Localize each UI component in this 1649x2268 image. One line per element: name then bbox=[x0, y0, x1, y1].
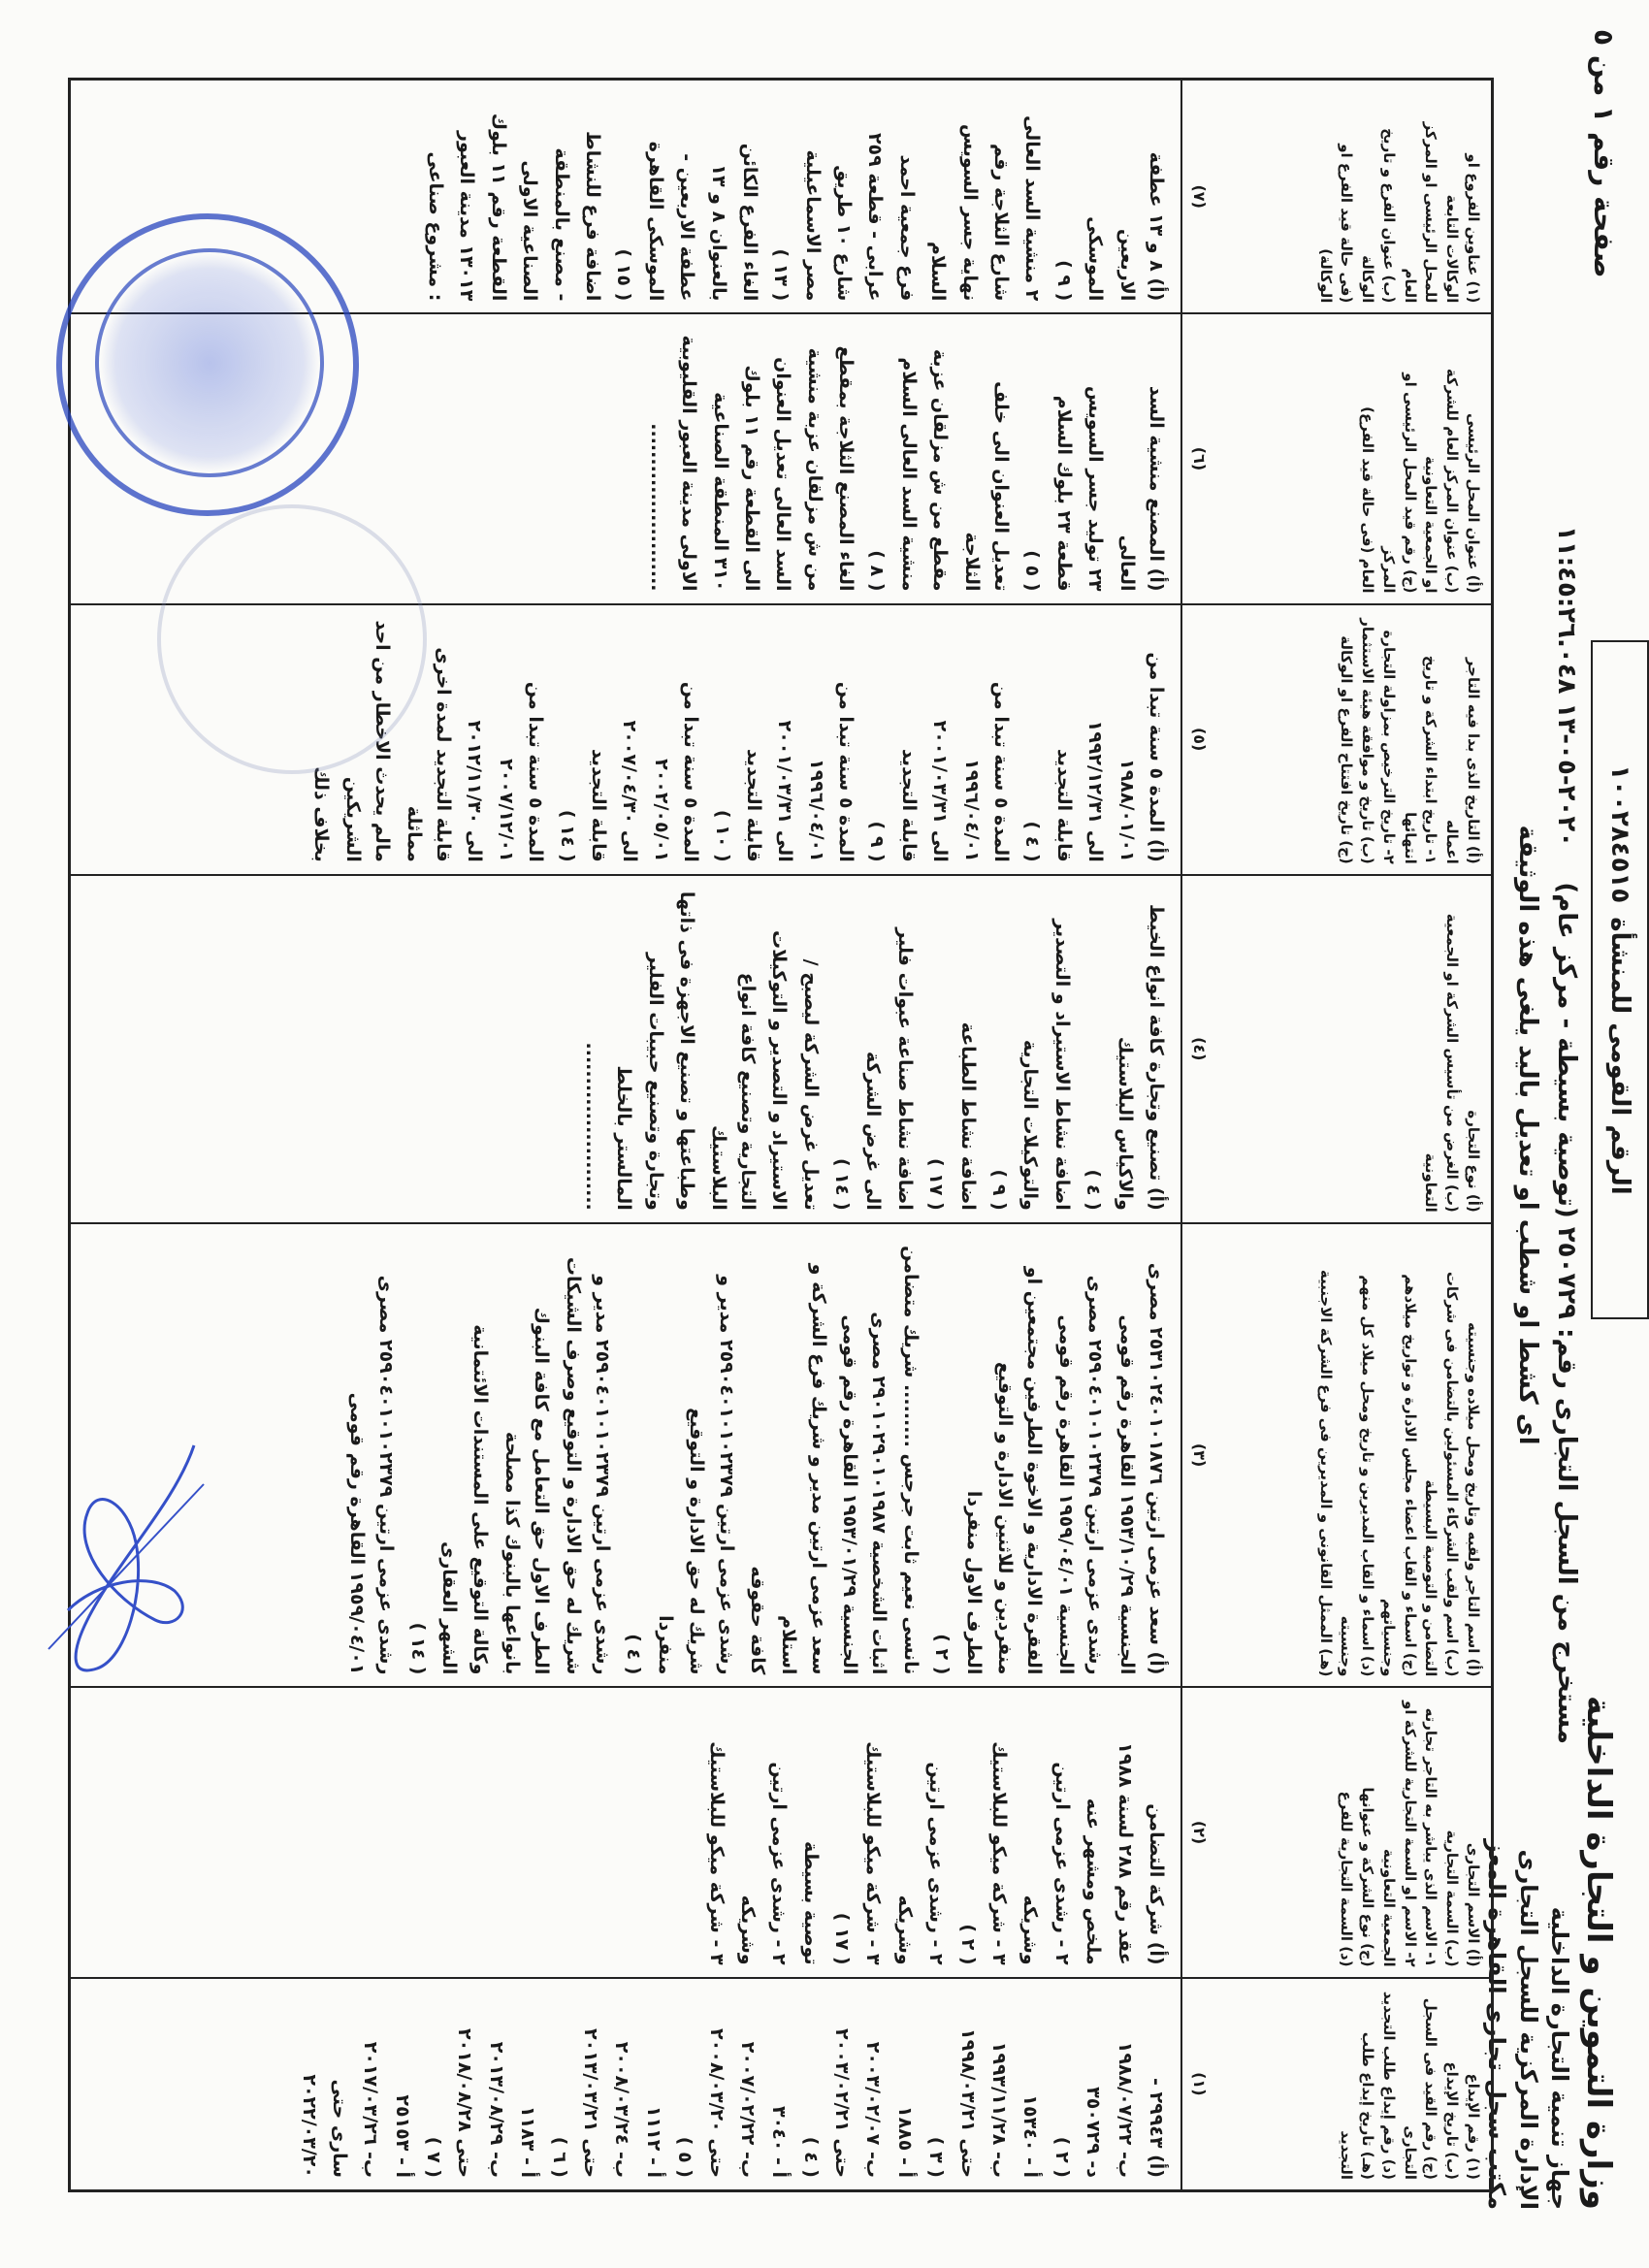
entry-line: ب- ٢٠١٧/٠٣/٢٦ bbox=[360, 2041, 382, 2178]
entry-line: مالم يحدث الاخطار من احد الشريكين bbox=[341, 620, 394, 862]
entry-line: ........................ bbox=[581, 1042, 603, 1211]
entry-line: ( ١٥ ) bbox=[613, 248, 635, 302]
column-header-line: ١- تاريخ ابتداء الشركة و تاريخ انتهائها bbox=[1401, 655, 1440, 864]
entry-line: ب- ٢٠٠٣/٠٢/٠٧ bbox=[862, 2041, 885, 2178]
entry-line: المالستر بالخلط bbox=[613, 1065, 635, 1211]
national-number: ١٠٠٢٨٤٥١٥ bbox=[1605, 764, 1634, 904]
column-header-line: ١- الاسم الذى يباشر به التاجر تجارته bbox=[1422, 1707, 1440, 1967]
entry-line: ب- ٢٠١٣/٠٨/٢٩ bbox=[485, 2041, 507, 2178]
entry-line: ٣١٠ المنطقة الصناعية bbox=[709, 392, 731, 592]
entry-line: أ - ٣٠٤٠ bbox=[768, 2105, 791, 2178]
column-header bbox=[1180, 876, 1491, 1222]
authority-name: جهاز تنمية التجارة الداخلية bbox=[1546, 1906, 1574, 2210]
entry-line: حتى ٢٠٠٣/٠٢/٢١ bbox=[831, 2028, 854, 2178]
entry-line: حتى ٢٠١٣/٠٣/٢١ bbox=[579, 2028, 601, 2178]
entry-line: الشهر العقارى bbox=[438, 1540, 461, 1675]
entry-line: ٢ منشية السد العالى bbox=[1021, 114, 1044, 302]
entry-line: أ - ١٨٨٥ bbox=[893, 2105, 916, 2178]
entry-line: قابلة التجديد bbox=[742, 748, 764, 862]
entry-line: المدة ٥ سنة تبدا من ٢٠٠٢/٠٥/٠١ bbox=[650, 681, 702, 862]
column-body bbox=[71, 605, 1180, 874]
entry-line: ( ٣ ) bbox=[925, 2136, 948, 2178]
entry-line: وشريكه bbox=[1019, 1895, 1042, 1965]
entry-line: ( ١٤ ) bbox=[831, 1157, 854, 1211]
entry-line: اثبات الشخصية ٢٩٠١٠٢٩٠١٠١٩٨٧ مصرى الجنسية ١٩٥٣/٠١/٢٩ القاهرة رقم قومى bbox=[839, 1312, 890, 1675]
title-datetime: ٢٠٢٠-٠٥-١٣ ١١:٤٥:٢٦.٠٤٨ bbox=[1552, 525, 1581, 848]
entry-line: والتوكيلات التجارية bbox=[1019, 1039, 1042, 1211]
entry-line: فرع جمعية احمد bbox=[895, 154, 918, 302]
column-number: (٢) bbox=[1190, 1820, 1210, 1845]
entry-line: نهاية جسر السويس bbox=[958, 123, 981, 302]
column-body bbox=[71, 1979, 1180, 2189]
column-header bbox=[1180, 1979, 1491, 2189]
entry-line: المدة ٥ سنة تبدا من ١٩٩٦/٠٤/٠١ bbox=[805, 681, 857, 862]
table-column bbox=[71, 1977, 1491, 2189]
column-header-line: (د) رقم إيداع طلب التجديد bbox=[1380, 1991, 1398, 2180]
column-number: (٣) bbox=[1190, 1442, 1210, 1468]
entry-line: ( ٤ ) bbox=[623, 1634, 645, 1675]
entry-line: الفقرة الادارية و الاخوة الطرفين مجتمعين او منفردين و للاثنين الادارة و التوقيع bbox=[994, 1266, 1046, 1675]
office-name: مكتب سجل تجارى القاهرة المعز bbox=[1483, 1839, 1511, 2210]
signature bbox=[39, 1426, 233, 1698]
entry-line: المدة ٥ سنة تبدا من ٢٠٠٧/١٢/٠١ bbox=[495, 681, 547, 862]
entry-line: ( ١٣ ) bbox=[770, 248, 792, 302]
column-header-line: (فى حالة قيد الفرع او الوكالة) bbox=[1316, 144, 1356, 304]
entry-line: رشدى عزمى ارتين ٢٥٩٠٤٠١٠١٠٢٣٧٩ مدير و شريك له حق الادارة و التوقيع وصرف الشيكات bbox=[562, 1256, 613, 1675]
column-number: (٦) bbox=[1190, 446, 1210, 471]
entry-line: من ش مزلقان عزبة منشية bbox=[803, 347, 825, 592]
entry-line: مقطع من ش مزلقان عزبة bbox=[929, 348, 952, 592]
column-header-line: (ج) نوع الشركة و عنوانها bbox=[1359, 1787, 1377, 1967]
entry-line: الى ١٩٩٢/١٢/٣١ bbox=[1084, 720, 1107, 862]
document-subtitle: اى كشط او شطب او تعديل باليد يلغى هذه الوثيقة bbox=[1513, 825, 1542, 1445]
column-header bbox=[1180, 314, 1491, 602]
entry-line: (أ) ٨ و ١٣ عطفة الاربعين bbox=[1116, 151, 1167, 302]
entry-line: أ - ١٥٣٤٠ bbox=[1019, 2094, 1042, 2178]
column-header-line: (أ) التاريخ الذى بدا فيه التاجر اعماله bbox=[1443, 657, 1482, 864]
entry-line: شارع ١٠ طريق bbox=[833, 165, 856, 302]
entry-line: ( ١٤ ) bbox=[556, 809, 578, 862]
entry-line: ( ٧ ) bbox=[423, 2136, 445, 2178]
title-text: مستخرج من السجل التجارى رقم: ٢٥٠٧٢٩ (توصية بسيطة - مركز عام) bbox=[1552, 882, 1581, 1745]
entry-line: ( ٨ ) bbox=[866, 550, 889, 592]
entry-line: - مصنع بالمنطقة bbox=[550, 147, 572, 302]
column-header-line: (١) عناوين الفروع او الوكالات التابعة bbox=[1443, 153, 1482, 304]
column-header-line: (هـ) تاريخ إيداع طلب التجديد bbox=[1338, 2031, 1377, 2180]
table-column bbox=[71, 81, 1491, 312]
entry-line: القطعة رقم ١١ بلوك bbox=[487, 113, 509, 302]
entry-line: الى ٢٠٠٧/٠٤/٣٠ bbox=[619, 720, 641, 862]
entry-line: الاستيراد و التصدير و التوكيلات bbox=[768, 930, 791, 1211]
entry-line: ( ١٠ ) bbox=[711, 809, 733, 862]
column-body bbox=[71, 876, 1180, 1222]
entry-line: ( ٢ ) bbox=[931, 1634, 954, 1675]
column-header-line: (أ) اسم التاجر ولقبه وتاريخ ومحل ميلاده وجنسيته bbox=[1465, 1322, 1482, 1677]
entry-line: الى ٢٠٠١/٠٣/٣١ bbox=[929, 720, 952, 862]
entry-line: الطرف الاول حق التعامل مع كافة البنوك بانواعها بالبنوك كذا مصلحة bbox=[501, 1307, 553, 1675]
entry-line: ( ٢ ) bbox=[956, 1924, 979, 1965]
entry-line: مصر الاسماعيلية bbox=[801, 149, 824, 302]
entry-line: أ - ١١١٢ bbox=[642, 2105, 664, 2178]
entry-line: سعد عزمى ارتين مدير و شريك فرع الشركة و استلام bbox=[778, 1263, 829, 1675]
entry-line: الى ٢٠٠١/٠٣/٣١ bbox=[774, 720, 796, 862]
entry-line: وطباعتها و تصنيع الاجهزة فى ذاتها bbox=[676, 891, 698, 1211]
column-body bbox=[71, 314, 1180, 602]
entry-line: ٢ - رشدى عزمى ارتين bbox=[768, 1762, 791, 1965]
column-header-line: (د) اسماء و القاب المديرين و تاريخ ومحل ميلاد كل منهم وجنسيته bbox=[1338, 1275, 1377, 1677]
column-header bbox=[1180, 81, 1491, 312]
entry-line: ٣ - شركة ميكو للبلاستيك bbox=[862, 1741, 885, 1965]
header-block bbox=[1481, 1667, 1620, 2210]
entry-line: حتى ٢٠٠٨/٠٣/٢٠ bbox=[705, 2028, 728, 2178]
ministry-name: وزارة التموين و التجارة الداخلية bbox=[1579, 1695, 1618, 2210]
column-header-line: (ب) السمة التجارية bbox=[1443, 1830, 1462, 1967]
entry-line: (أ) تصنيع وتجارة كافة انواع الخيط bbox=[1146, 903, 1167, 1211]
column-number: (٤) bbox=[1190, 1037, 1210, 1061]
entry-line: أ - ١١٨٣ bbox=[517, 2105, 539, 2178]
entry-line: (أ) المدة ٥ سنة تبدا من ١٩٨٨/٠١/٠١ bbox=[1116, 652, 1167, 862]
entry-line: الموسكى bbox=[1084, 216, 1107, 302]
column-number: (١) bbox=[1190, 2072, 1210, 2096]
entry-line: عطفة الاربعين - bbox=[676, 153, 698, 302]
document-title bbox=[1552, 407, 1581, 1863]
national-number-label: الرقم القومى للمنشأة bbox=[1605, 917, 1634, 1195]
column-header-line: (ج) اسماء و القاب اعضاء مجلس الادارة و تواريخ ميلادهم وجنسياتهم bbox=[1380, 1274, 1419, 1677]
entry-line: كافة حقوقه bbox=[746, 1566, 768, 1675]
entry-line: الطرف الاول منفردا bbox=[962, 1490, 985, 1675]
entry-line: د- ٣٥٠٧٢٩ bbox=[1083, 2087, 1105, 2178]
entry-line: ( ٩ ) bbox=[988, 1169, 1011, 1211]
entry-line: اضافة نشاط الاستيراد و التصدير bbox=[1051, 919, 1073, 1211]
table-column bbox=[71, 874, 1491, 1222]
department-name: الإدارة المركزية للسجل التجارى bbox=[1514, 1849, 1542, 2210]
entry-line: الموسكى القاهرة bbox=[644, 141, 666, 302]
entry-line: الغاء المصنع الثلاجة بمقطع bbox=[835, 345, 857, 592]
column-header-line: (ب) تاريخ و موافقة هيئة الاستثمار bbox=[1359, 618, 1377, 864]
entry-line: قطعة ٢٣ بلوك السلام bbox=[1052, 395, 1075, 592]
entry-line: ( ٩ ) bbox=[1052, 260, 1075, 302]
column-header-line: (ج) رقم القيد فى السجل التجارى bbox=[1401, 1997, 1440, 2180]
entry-line: التجارية وتصنيع كافة انواع البلاستيك bbox=[707, 972, 759, 1211]
column-header-line: ٢- الاسم او السمة التجارية للشركة او الجمعية التعاونية bbox=[1380, 1701, 1419, 1967]
entry-line: وتجارة وتصنيع حبيبات الفلير bbox=[644, 952, 666, 1211]
table-column bbox=[71, 312, 1491, 602]
entry-line: عقد رقم ٢٨٨ لسنة ١٩٨٨ bbox=[1114, 1742, 1136, 1965]
national-number-box bbox=[1591, 640, 1649, 1319]
entry-line: حتى ١٩٩٨/٠٣/٢١ bbox=[956, 2028, 979, 2178]
column-header-line: ٢- تاريخ الترخيص بمزاولة التجارة bbox=[1380, 630, 1398, 864]
entry-line: ١٣٠١٣ مدينة العبور bbox=[456, 131, 478, 302]
entry-line: ٣ - شركة ميكو للبلاستيك bbox=[988, 1741, 1011, 1965]
entry-line: ( ٤ ) bbox=[1021, 821, 1044, 862]
entry-line: تعديل العنوان الى خلف الثلاجة bbox=[960, 381, 1013, 592]
entry-line: ( ٤ ) bbox=[799, 2136, 822, 2178]
entry-line: قابلة التجديد لمدة اخرى مماثلة bbox=[403, 647, 455, 862]
entry-line: وشريكه bbox=[736, 1895, 759, 1965]
entry-line: المدة ٥ سنة تبدا من ١٩٩٦/٠٤/٠١ bbox=[960, 681, 1013, 862]
entry-line: قابلة التجديد bbox=[587, 748, 609, 862]
entry-line: ( ١٧ ) bbox=[925, 1157, 948, 1211]
column-number: (٥) bbox=[1190, 727, 1210, 752]
column-header-line: (ج) تاريخ افتتاح الفرع او الوكالة bbox=[1338, 635, 1356, 864]
entry-line: رشدى عزمى ارتين ٢٥٩٠٤٠١٠١٠٢٣٧٩ مدير و شريك له حق الادارة و التوقيع bbox=[686, 1275, 737, 1675]
entry-line: الى ٢٠١٢/١١/٣٠ bbox=[464, 720, 486, 862]
column-header-line: (أ) نوع التجارة bbox=[1465, 1110, 1482, 1213]
column-header-line: (ب) عنوان الفرع و تاريخ الوكالة bbox=[1359, 128, 1398, 304]
entry-line: (أ) سعد عزمى ارتين ٢٥٣١٠٢٤٠١٠١٨٧٦ مصرى الجنسية ١٩٥٣/١٠/٢٩ القاهرة رقم قومى bbox=[1116, 1262, 1167, 1675]
entry-line: بخلاف ذلك bbox=[310, 766, 333, 862]
entry-line: الى القطعة رقم ١١ بلوك bbox=[740, 365, 762, 592]
entry-line: الغاء الفرع الكائن bbox=[738, 143, 760, 302]
entry-line: اضافة نشاط صناعة عبوات فلير bbox=[893, 927, 916, 1211]
entry-line: تعديل غرض الشركة ليصبح / bbox=[799, 958, 822, 1211]
entry-line: قابلة التجديد bbox=[1052, 748, 1075, 862]
column-header-line: (أ) الاسم التجارى bbox=[1465, 1842, 1482, 1967]
entry-line: ( ١٧ ) bbox=[831, 1912, 854, 1965]
entry-line: اضافة نشاط الطباعة bbox=[956, 1021, 979, 1211]
entry-line: وكالة التوقيع على المستندات الائتمانية bbox=[469, 1324, 492, 1675]
column-header-line: (هـ) الممثل القانونى و المديرين فى فرع الشركة الاجنبية bbox=[1316, 1269, 1335, 1677]
column-body bbox=[71, 1688, 1180, 1976]
entry-line: ( ٥ ) bbox=[1021, 550, 1044, 592]
entry-line: وشريكه bbox=[893, 1895, 916, 1965]
entry-line: منفردا bbox=[654, 1615, 676, 1675]
entry-line: ( ٥ ) bbox=[674, 2136, 696, 2178]
entry-line: : مشروع صناعى bbox=[425, 151, 447, 302]
entry-line: ٢ - رشدى عزمى ارتين bbox=[1051, 1762, 1073, 1965]
column-header-line: (ج) رقم قيد المحل الرئيسى او المركز bbox=[1380, 373, 1419, 594]
entry-line: ( ٦ ) bbox=[548, 2136, 570, 2178]
entry-line: ب- ٢٠٠٨/٠٣/٢٤ bbox=[611, 2041, 633, 2178]
column-header-line: (أ) عنوان المحل الرئيسى bbox=[1465, 412, 1482, 594]
column-body bbox=[71, 1224, 1180, 1687]
column-header bbox=[1180, 1224, 1491, 1687]
entry-line: ٢٣ توليد جسر السويس bbox=[1084, 385, 1107, 592]
entry-line: ب- ١٩٩٣/١١/٢٨ bbox=[988, 2041, 1011, 2178]
entry-line: (أ) ٢٩٩٤٣ - bbox=[1146, 2078, 1167, 2178]
table-column bbox=[71, 1686, 1491, 1976]
column-body bbox=[71, 81, 1180, 312]
column-header-line: العام (فى حالة قيد الفرع) bbox=[1359, 406, 1377, 594]
entry-line: توصية بسيطة bbox=[799, 1841, 822, 1965]
column-header-line: او الجمعية التعاونية bbox=[1422, 456, 1440, 594]
entry-line: رشدى عزمى ارتين ٢٥٩٠٤٠١٠١٠٢٣٧٩ مصرى ١٩٥٩/٠٤/٠١ القاهرة رقم قومى bbox=[345, 1275, 398, 1675]
table-column bbox=[71, 603, 1491, 874]
entry-line: (أ) شركة التضامن bbox=[1146, 1803, 1167, 1965]
column-header-line: (ب) تاريخ الإيداع bbox=[1443, 2061, 1462, 2180]
entry-line: ( ١٤ ) bbox=[406, 1622, 429, 1675]
entry-line: رشدى عزمى ارتين ٢٥٩٠٤٠١٠١٠٢٣٧٩ مصرى الجنسية ١٩٥٩/٠٤/٠١ القاهرة رقم قومى bbox=[1054, 1275, 1107, 1675]
entry-line: السد العالى تعديل العنوان bbox=[772, 357, 794, 592]
entry-line: الى غرض الشركة bbox=[862, 1051, 885, 1211]
column-header bbox=[1180, 1688, 1491, 1976]
entry-line: ........................ bbox=[646, 423, 668, 592]
entry-line: (أ) المصنع منشية السد العالى bbox=[1116, 385, 1167, 592]
entry-line: نانسى نعيم ثابت جرجس ......... شريك متضامن bbox=[899, 1246, 922, 1675]
entry-line: ( ٢ ) bbox=[1051, 2136, 1073, 2178]
entry-line: الصناعية الاولى bbox=[519, 160, 541, 302]
register-table bbox=[68, 78, 1494, 2192]
entry-line: ( ٩ ) bbox=[866, 821, 889, 862]
entry-line: السلام bbox=[927, 242, 950, 302]
entry-line: اضافة فرع للنشاط bbox=[581, 131, 603, 302]
column-header bbox=[1180, 605, 1491, 874]
column-number: (٧) bbox=[1190, 184, 1210, 209]
entry-line: أ - ٢٥١٥٣ bbox=[391, 2094, 413, 2178]
entry-line: ب- ٢٠٠٧/٠٢/٢٢ bbox=[736, 2041, 759, 2178]
entry-line: ٣ - شركة ميكو للبلاستيك bbox=[705, 1741, 728, 1965]
entry-line: منشية السد العالى السلام bbox=[897, 357, 920, 592]
column-header-line: (د) السمة التجارية للفرع bbox=[1338, 1791, 1356, 1967]
entry-line: ب- ١٩٨٨/٠٧/٢٢ bbox=[1114, 2041, 1136, 2178]
entry-line: بالعنوان ٨ و ١٣ bbox=[707, 164, 729, 302]
entry-line: ٢ - رشدى عزمى ارتين bbox=[925, 1762, 948, 1965]
entry-line: الاولى مدينة العبور القليوبية bbox=[678, 335, 700, 592]
entry-line: قابلة التجديد bbox=[897, 748, 920, 862]
column-header-line: (١) رقم الإيداع bbox=[1465, 2073, 1482, 2180]
entry-line: حتى ٢٠١٨/٠٨/٢٨ bbox=[454, 2028, 476, 2178]
entry-line: سارى حتى ٢٠٢٢/٠٣/٢٠ bbox=[299, 2074, 350, 2178]
entry-line: والاكياس البلاستيك bbox=[1114, 1036, 1136, 1211]
column-header-line: للمحل الرئيسى او المركز العام bbox=[1401, 121, 1440, 304]
entry-line: ( ٤ ) bbox=[1083, 1169, 1105, 1211]
entry-line: عرابى - قطعة ٢٥٩ bbox=[864, 132, 887, 302]
entry-line: شارع الثلاجة رقم bbox=[990, 144, 1013, 302]
table-column bbox=[71, 1222, 1491, 1687]
column-header-line: (ب) عنوان المركز العام للشركة bbox=[1443, 368, 1462, 594]
column-header-line: (ب) الغرض من تأسيس الشركة او الجمعية التعاونية bbox=[1422, 913, 1462, 1213]
entry-line: ملخص ومشهر عنه bbox=[1083, 1798, 1105, 1965]
column-header-line: (ب) اسم ولقب الشركاء المسئولين بالتضامن فى شركات التضامن و التوصية البسيطة bbox=[1422, 1271, 1462, 1677]
page-number: صفحة رقم ١ من ٥ bbox=[1588, 29, 1620, 278]
